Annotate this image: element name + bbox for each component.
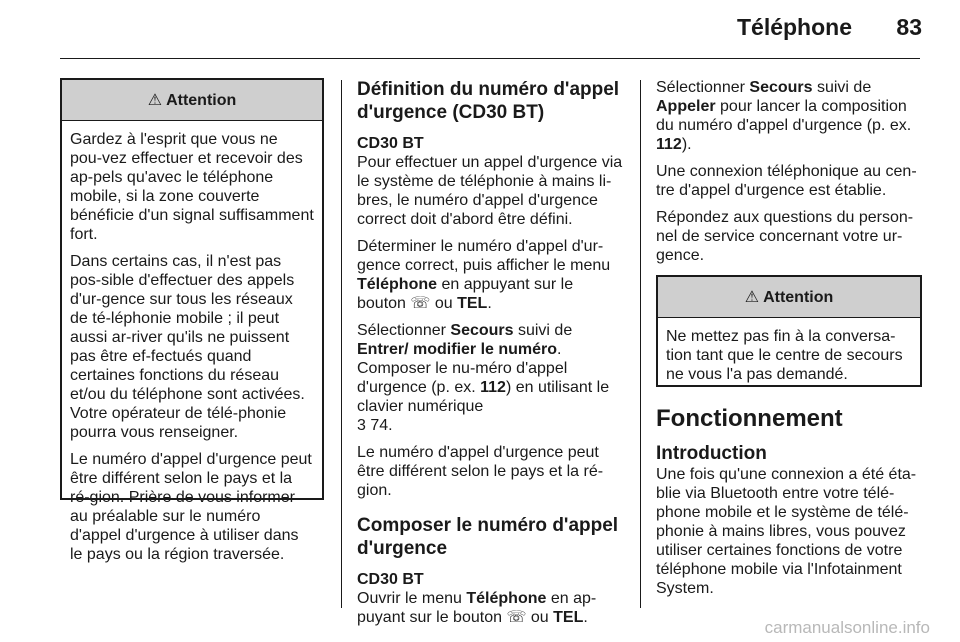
attention-box-left [60, 78, 324, 563]
phone-icon: ☏ [410, 295, 431, 312]
attention-paragraph: Dans certains cas, il n'est pas pos-sible d'effectuer des appels d'ur-gence sur tous les réseaux de té-léphonie mobile ; il peut aussi ar-river qu'ils ne puissent pas être ef-fectués quand certaines fonctions du réseau et/ou du téléphone sont activées. Votre opérateur de télé-phonie pourra vous renseigner. [70, 253, 305, 441]
attention-box-right [656, 275, 922, 387]
paragraph: Sélectionner Secours suivi de Entrer/ modifier le numéro. Composer le nu-méro d'appel d'urgence (p. ex. 112) en utilisant le clavier numérique 3 74. [357, 322, 610, 434]
page-title: Téléphone [736, 14, 852, 40]
paragraph: Sélectionner Secours suivi de Appeler pour lancer la composition du numéro d'appel d'urgence (p. ex. 112). [656, 79, 912, 153]
attention-paragraph: Ne mettez pas fin à la conversa-tion tant que le centre de secours ne vous l'a pas demandé. [666, 328, 903, 383]
paragraph: Une fois qu'une connexion a été éta-blie via Bluetooth entre votre télé-phone mobile et le système de télé-phonie à mains libres, vous pouvez utiliser certaines fonctions de votre téléphone mobile via l'Infotainment System. [656, 466, 917, 597]
paragraph: Ouvrir le menu Téléphone en ap-puyant sur le bouton ☏ ou TEL. [357, 590, 597, 626]
paragraph: Déterminer le numéro d'appel d'ur-gence correct, puis afficher le menu Téléphone en appuyant sur le bouton ☏ ou TEL. [357, 238, 611, 312]
attention-heading: Attention [166, 91, 237, 109]
right-column [656, 78, 926, 606]
attention-body [62, 121, 322, 564]
attention-paragraph: Le numéro d'appel d'urgence peut être différent selon le pays et la ré-gion. Prière de vous informer au préalable sur le numéro d'appel d'urgence à utiliser dans le pays ou la région traversée. [70, 451, 312, 563]
header-divider [60, 58, 920, 59]
column-divider-left [341, 80, 342, 608]
phone-icon: ☏ [506, 609, 527, 626]
paragraph: Pour effectuer un appel d'urgence via le système de téléphonie à mains li-bres, le numéro d'appel d'urgence correct doit d'abord être défini. [357, 154, 623, 228]
attention-heading: Attention [763, 288, 834, 306]
page-header [0, 0, 960, 60]
subheading-cd30bt: CD30 BT [357, 571, 424, 588]
column-divider-right [640, 80, 641, 608]
subheading-cd30bt: CD30 BT [357, 135, 424, 152]
page-number: 83 [896, 14, 922, 40]
watermark: carmanualsonline.info [764, 618, 930, 637]
paragraph: Une connexion téléphonique au cen-tre d'appel d'urgence est établie. [656, 163, 917, 199]
section-heading-compose-emergency: Composer le numéro d'appel d'urgence [357, 515, 619, 559]
page-ref-icon: 3 [357, 417, 366, 434]
attention-body [658, 318, 920, 384]
attention-header [658, 277, 920, 318]
section-heading-fonctionnement: Fonctionnement [656, 405, 843, 432]
paragraph: Répondez aux questions du person-nel de service concernant votre ur-gence. [656, 209, 914, 264]
attention-header [62, 80, 322, 121]
warning-icon: ⚠ [744, 288, 760, 306]
subheading-introduction: Introduction [656, 443, 767, 464]
paragraph: Le numéro d'appel d'urgence peut être différent selon le pays et la ré-gion. [357, 444, 604, 499]
attention-paragraph: Gardez à l'esprit que vous ne pou-vez effectuer et recevoir des ap-pels qu'avec le téléphone mobile, si la zone couverte bénéficie d'un signal suffisamment fort. [70, 131, 314, 243]
warning-icon: ⚠ [147, 91, 163, 109]
middle-column [357, 78, 625, 635]
section-heading-define-emergency: Définition du numéro d'appel d'urgence (CD30 BT) [357, 79, 620, 123]
